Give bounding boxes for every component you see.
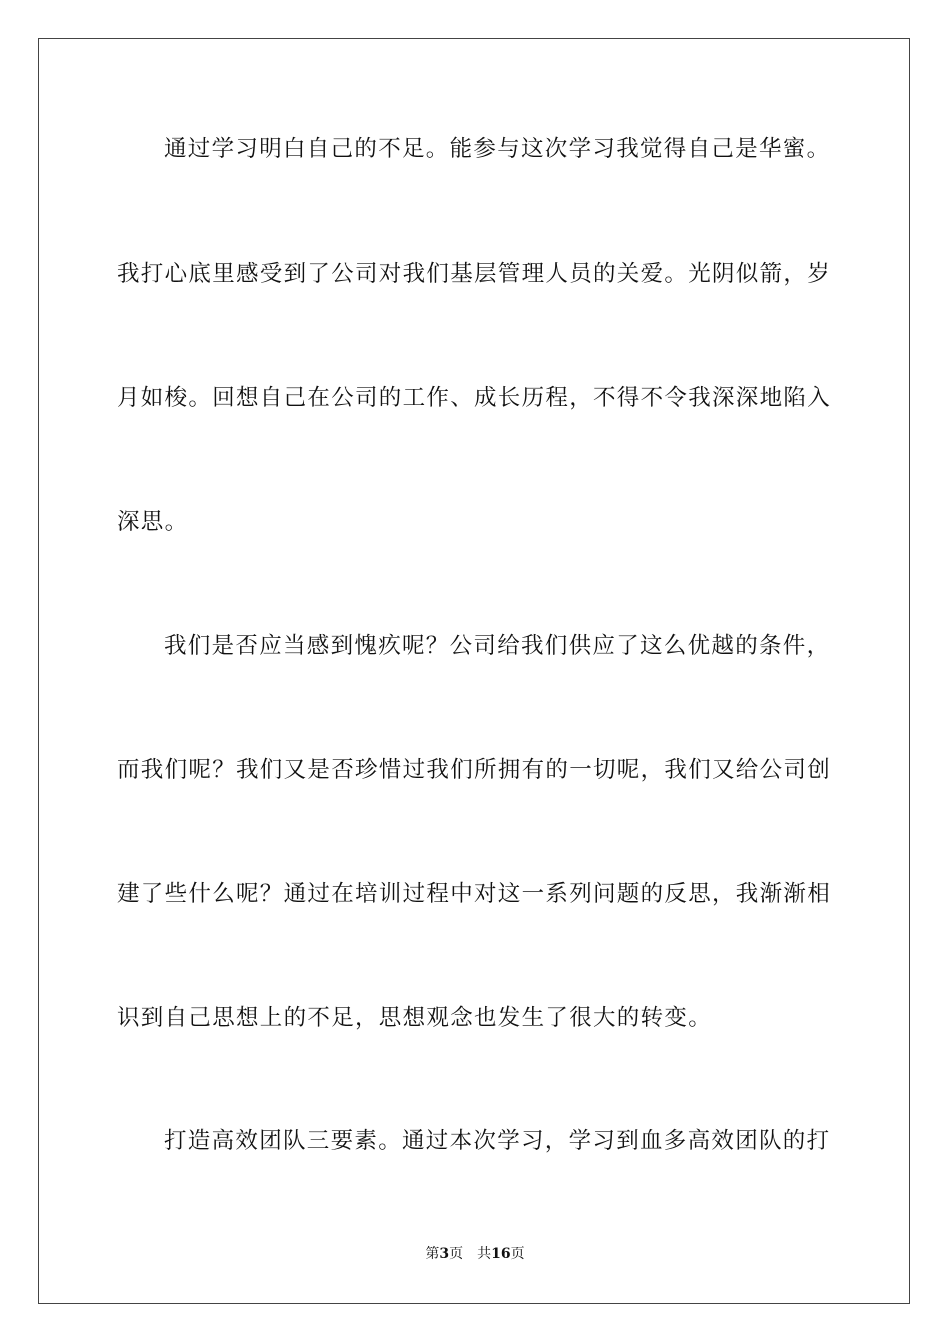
paragraph-2-line-3: 建了些什么呢？通过在培训过程中对这一系列问题的反思，我渐渐相 — [117, 881, 832, 907]
paragraph-2-line-4: 识到自己思想上的不足，思想观念也发生了很大的转变。 — [117, 1005, 713, 1031]
page-suffix: 页 — [449, 1246, 464, 1262]
paragraph-1-line-1: 通过学习明白自己的不足。能参与这次学习我觉得自己是华蜜。 — [164, 136, 831, 162]
page-border — [38, 38, 910, 1304]
total-prefix: 共 — [477, 1246, 492, 1262]
paragraph-2-line-2: 而我们呢？我们又是否珍惜过我们所拥有的一切呢，我们又给公司创 — [117, 757, 832, 783]
paragraph-1-line-4: 深思。 — [117, 509, 189, 535]
total-pages: 16 — [491, 1246, 511, 1262]
paragraph-1-line-2: 我打心底里感受到了公司对我们基层管理人员的关爱。光阴似箭，岁 — [117, 261, 832, 287]
page-footer — [0, 1244, 950, 1264]
paragraph-3-line-1: 打造高效团队三要素。通过本次学习，学习到血多高效团队的打 — [164, 1128, 831, 1154]
page-prefix: 第 — [425, 1246, 440, 1262]
page-number: 3 — [439, 1246, 450, 1262]
total-suffix: 页 — [510, 1246, 525, 1262]
paragraph-1-line-3: 月如梭。回想自己在公司的工作、成长历程，不得不令我深深地陷入 — [117, 385, 832, 411]
paragraph-2-line-1: 我们是否应当感到愧疚呢？公司给我们供应了这么优越的条件， — [164, 633, 831, 659]
